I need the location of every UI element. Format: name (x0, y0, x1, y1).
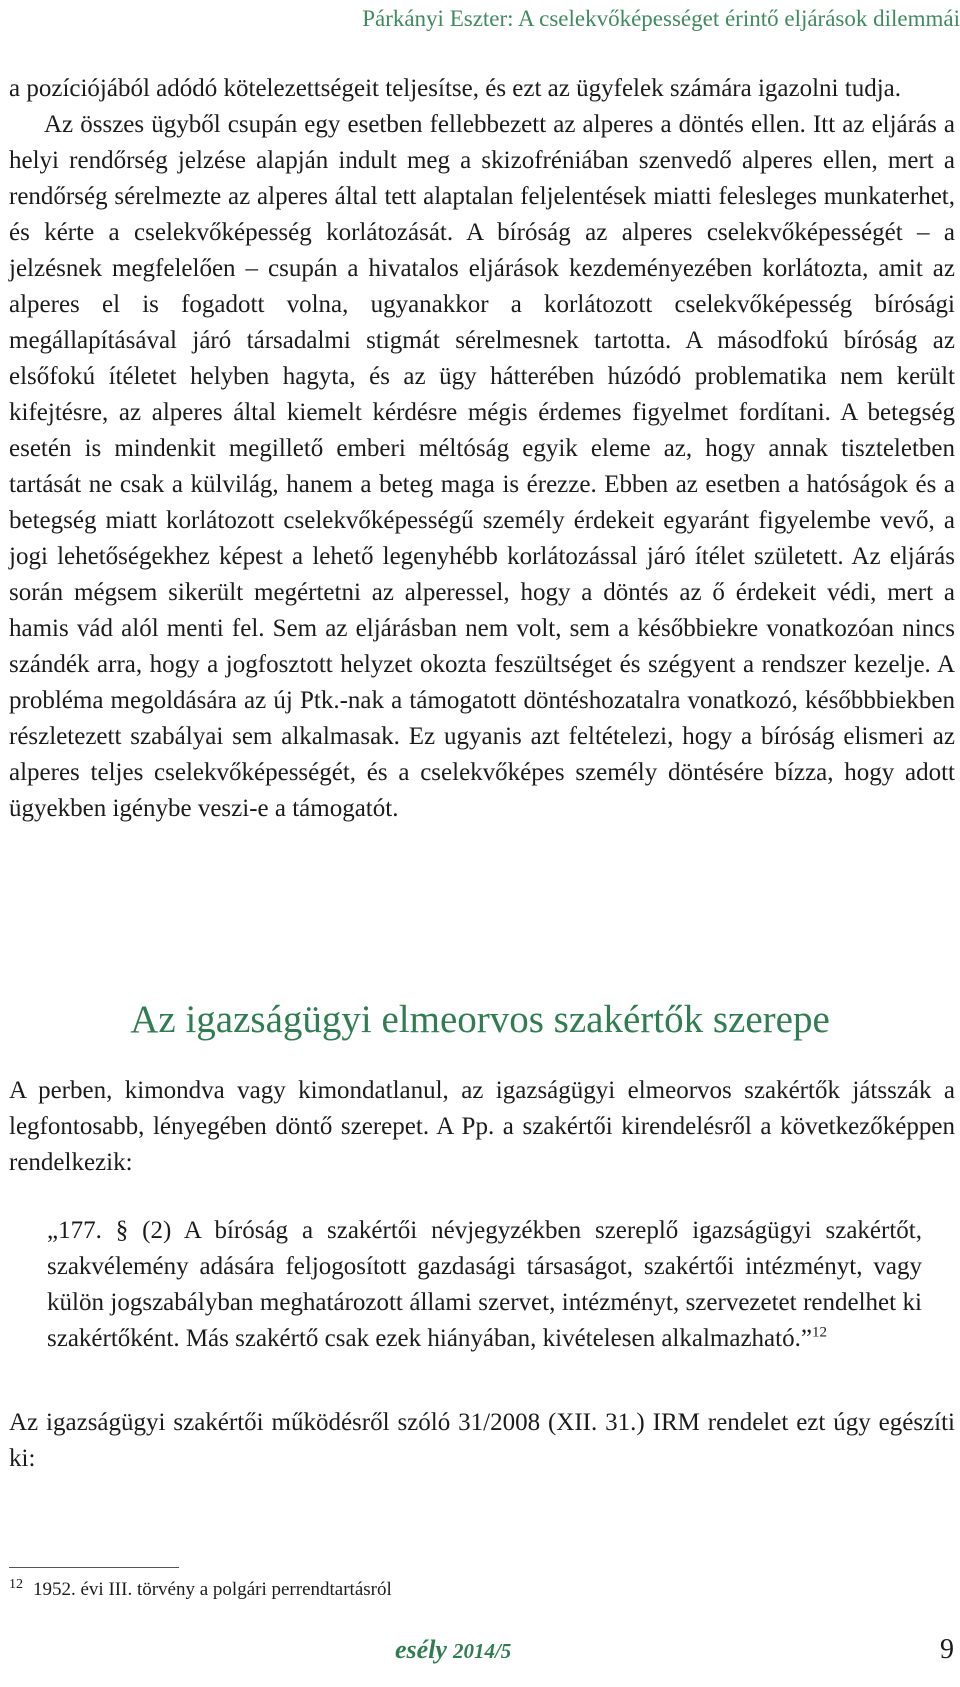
journal-name (395, 1633, 511, 1668)
paragraph: A perben, kimondva vagy kimondatlanul, az igazságügyi elmeorvos szakértők játsszák a legfontosabb, lényegében döntő szerepet. A Pp. a szakértői kirendelésről a következőképpen rendelkezik: (9, 1077, 955, 1176)
section-heading: Az igazságügyi elmeorvos szakértők szerepe (130, 998, 830, 1041)
page-number: 9 (940, 1634, 954, 1665)
paragraph: a pozíciójából adódó kötelezettségeit teljesítse, és ezt az ügyfelek számára igazolni tudja. (9, 75, 901, 102)
paragraph: Az összes ügyből csupán egy esetben fellebbezett az alperes a döntés ellen. Itt az eljárás a helyi rendőrség jelzése alapján indult meg a skizofréniában szenvedő alperes ellen, mert a rendőrség sérelmezte az alperes által tett alaptalan feljelentések miatti felesleges munkaterhet, és kérte a cselekvőképesség korlátozását. A bíróság az alperes cselekvőképességét – a jelzésnek megfelelően – csupán a hivatalos eljárások kezdeményezében korlátozta, amit az alperes el is fogadott volna, ugyanakkor a korlátozott cselekvőképesség bírósági megállapításával járó társadalmi stigmát sérelmesnek tartotta. A másodfokú bíróság az elsőfokú ítéletet helyben hagyta, és az ügy hátterében húzódó problematika nem került kifejtésre, az alperes által kiemelt kérdésre mégis érdemes figyelmet fordítani. A betegség esetén is mindenkit megillető emberi méltóság egyik eleme az, hogy annak tiszteletben tartását ne csak a külvilág, hanem a beteg maga is érezze. Ebben az esetben a hatóságok és a betegség miatt korlátozott cselekvőképességű személy érdekeit egyaránt figyelembe vevő, a jogi lehetőségekhez képest a lehető legenyhébb korlátozással járó ítélet született. Az eljárás során mégsem sikerült megértetni az alperessel, hogy a döntés az ő érdekeit védi, mert a hamis vád alól menti fel. Sem az eljárásban nem volt, sem a későbbiekre vonatkozóan nincs szándék arra, hogy a jogfosztott helyzet okozta feszültséget és szégyent a rendszer kezelje. A probléma megoldására az új Ptk.-nak a támogatott döntéshozatalra vonatkozó, későbbbiekben részletezett szabályai sem alkalmasak. Ez ugyanis azt feltételezi, hogy a bíróság elismeri az alperes teljes cselekvőképességét, és a cselekvőképes személy döntésére bízza, hogy adott ügyekben igénybe veszi-e a támogatót. (9, 111, 955, 822)
section-text (9, 1073, 955, 1181)
paragraph: Az igazságügyi szakértői működésről szóló 31/2008 (XII. 31.) IRM rendelet ezt úgy egészíti ki: (9, 1409, 955, 1472)
footnote-divider (9, 1567, 179, 1568)
footnote-text: 1952. évi III. törvény a polgári perrendtartásról (33, 1579, 392, 1600)
quote-text: „177. § (2) A bíróság a szakértői névjegyzékben szereplő igazságügyi szakértőt, szakvélemény adására feljogosított gazdasági társaságot, szakértői intézményt, vagy külön jogszabályban meghatározott állami szervet, intézményt, szervezetet rendelhet ki szakértőként. Más szakértő csak ezek hiányában, kivételesen alkalmazható.” (47, 1217, 922, 1352)
legal-quote (47, 1213, 922, 1357)
footnote-reference[interactable]: 12 (811, 1324, 827, 1341)
section-text-continued (9, 1405, 955, 1477)
footnote (9, 1577, 949, 1603)
footnote-number: 12 (9, 1576, 23, 1592)
main-text (9, 71, 955, 827)
journal-title: esély (395, 1635, 447, 1664)
journal-issue: 2014/5 (452, 1639, 512, 1663)
running-header: Párkányi Eszter: A cselekvőképességet érintő eljárások dilemmái (362, 6, 960, 31)
